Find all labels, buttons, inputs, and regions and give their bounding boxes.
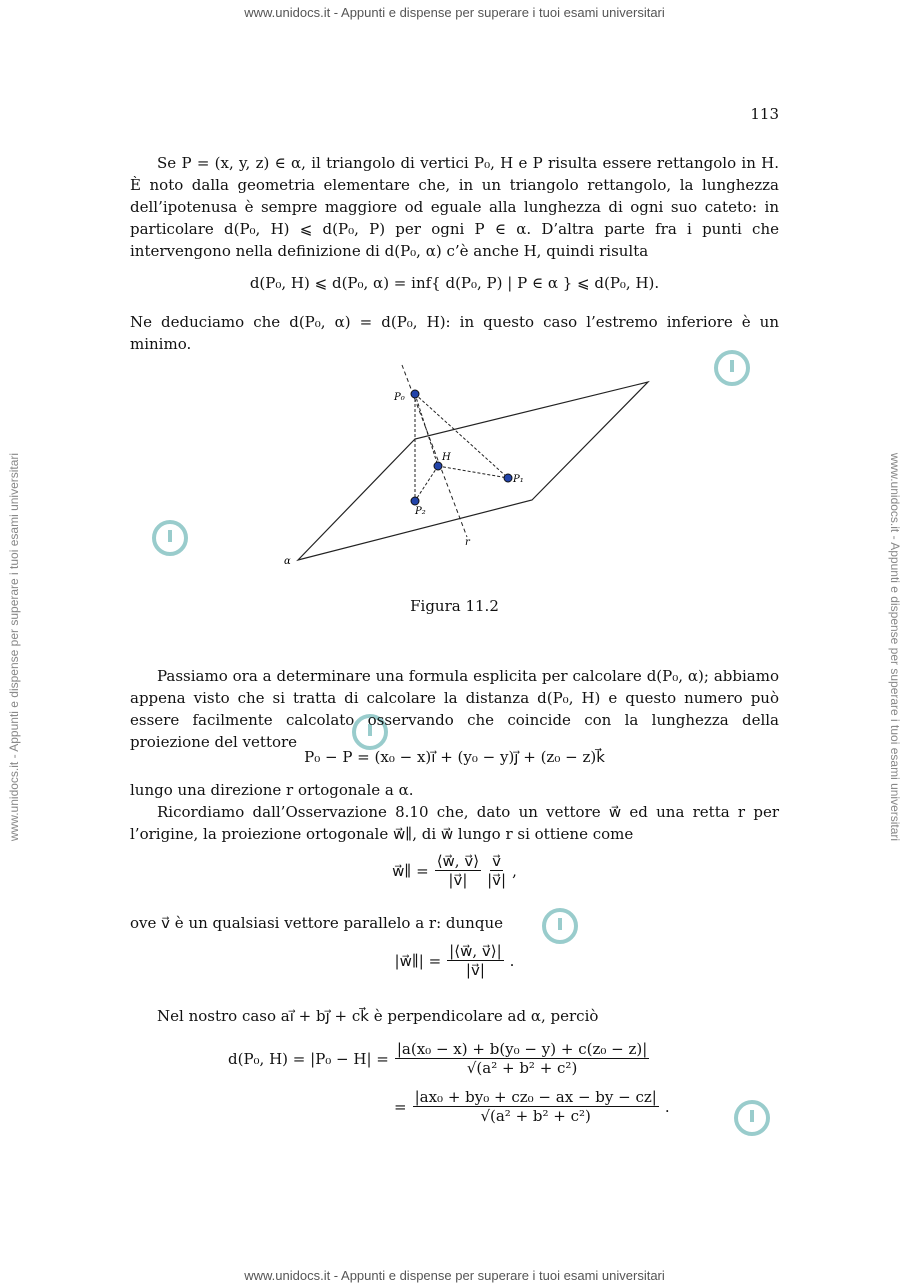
plane-alpha xyxy=(298,382,648,560)
point-p2 xyxy=(411,497,419,505)
segment xyxy=(438,466,508,478)
eq-tail: . xyxy=(509,951,515,970)
figure-caption: Figura 11.2 xyxy=(410,597,499,615)
denominator: |v⃗| xyxy=(448,871,468,889)
denominator: |v⃗| xyxy=(465,961,485,979)
paragraph: lungo una direzione r ortogonale a α. xyxy=(130,781,414,799)
equation-projection xyxy=(130,852,779,889)
label-p1: P₁ xyxy=(513,474,524,485)
fraction xyxy=(395,1040,649,1077)
eq-tail: , xyxy=(512,861,517,880)
label-h: H xyxy=(442,452,451,463)
paragraph: Ricordiamo dall’Osservazione 8.10 che, dato un vettore w⃗ ed una retta r per l’origine, la proiezione ortogonale w⃗∥, di w⃗ lungo r si ottiene come xyxy=(130,803,779,843)
label-p2: P₂ xyxy=(415,506,426,517)
point-p1 xyxy=(504,474,512,482)
paragraph: Ne deduciamo che d(P₀, α) = d(P₀, H): in questo caso l’estremo inferiore è un minimo. xyxy=(130,313,779,353)
unidocs-logo-icon xyxy=(150,518,190,558)
paragraph: Passiamo ora a determinare una formula esplicita per calcolare d(P₀, α); abbiamo appena visto che si tratta di calcolare la distanza d(P₀, H) e questo numero può essere facilmente calcolato osservando che coincide con la lunghezza della proiezione del vettore xyxy=(130,667,779,751)
numerator: |ax₀ + by₀ + cz₀ − ax − by − cz| xyxy=(414,1088,657,1106)
watermark-top: www.unidocs.it - Appunti e dispense per superare i tuoi esami universitari xyxy=(244,5,665,20)
numerator: ⟨w⃗, v⃗⟩ xyxy=(436,852,480,870)
equation-distance-line2 xyxy=(394,1088,670,1125)
fraction xyxy=(487,852,506,889)
eq-lhs: |w⃗∥| = xyxy=(394,951,442,970)
eq-lhs: w⃗∥ = xyxy=(392,861,429,880)
page-number: 113 xyxy=(750,105,779,123)
numerator: |a(x₀ − x) + b(y₀ − y) + c(z₀ − z)| xyxy=(396,1040,648,1058)
equation: d(P₀, H) ⩽ d(P₀, α) = inf{ d(P₀, P) | P ∈ α } ⩽ d(P₀, H). xyxy=(249,274,660,292)
paragraph: Nel nostro caso aı⃗ + bȷ⃗ + ck⃗ è perpendicolare ad α, perciò xyxy=(157,1007,599,1025)
eq-equals: = xyxy=(394,1097,407,1116)
line-r xyxy=(402,365,467,537)
paragraph: Se P = (x, y, z) ∈ α, il triangolo di vertici P₀, H e P risulta essere rettangolo in H. È noto dalla geometria elementare che, in un triangolo rettangolo, la lunghezza dell’ipotenusa è sempre maggiore od eguale alla lunghezza di ogni suo cateto: in particolare d(P₀, H) ⩽ d(P₀, P) per ogni P ∈ α. D’altra parte fra i punti che intervengono nella definizione di d(P₀, α) c’è anche H, quindi risulta xyxy=(130,154,779,260)
fraction xyxy=(447,942,504,979)
watermark-right: www.unidocs.it - Appunti e dispense per superare i tuoi esami universitari xyxy=(888,452,902,842)
label-p0: P₀ xyxy=(394,392,405,403)
equation-norm xyxy=(130,942,779,979)
unidocs-logo-icon xyxy=(732,1098,772,1138)
eq-tail: . xyxy=(664,1097,670,1116)
watermark-bottom: www.unidocs.it - Appunti e dispense per superare i tuoi esami universitari xyxy=(244,1268,665,1283)
fraction xyxy=(413,1088,659,1125)
denominator: |v⃗| xyxy=(487,871,507,889)
watermark-left: www.unidocs.it - Appunti e dispense per superare i tuoi esami universitari xyxy=(7,452,21,842)
denominator: √(a² + b² + c²) xyxy=(480,1107,591,1125)
point-p0 xyxy=(411,390,419,398)
geometry-figure xyxy=(270,360,670,567)
fraction xyxy=(435,852,481,889)
segment xyxy=(415,466,438,501)
equation-distance xyxy=(228,1040,649,1077)
paragraph: ove v⃗ è un qualsiasi vettore parallelo a r: dunque xyxy=(130,914,503,932)
equation: P₀ − P = (x₀ − x)ı⃗ + (y₀ − y)ȷ⃗ + (z₀ − z)k⃗ xyxy=(304,748,605,766)
eq-lhs: d(P₀, H) = |P₀ − H| = xyxy=(228,1049,389,1068)
denominator: √(a² + b² + c²) xyxy=(466,1059,578,1077)
numerator: |⟨w⃗, v⃗⟩| xyxy=(449,942,502,960)
label-alpha: α xyxy=(284,556,291,567)
label-r: r xyxy=(465,537,470,548)
numerator: v⃗ xyxy=(492,852,502,870)
point-h xyxy=(434,462,442,470)
